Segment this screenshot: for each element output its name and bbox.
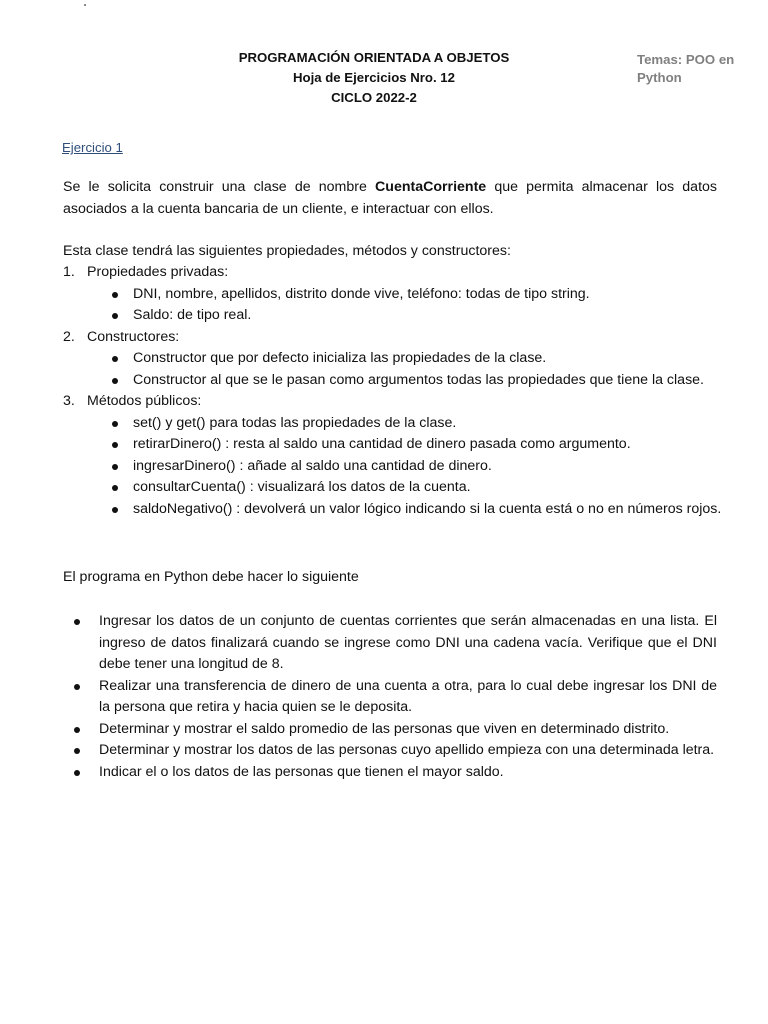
list-item: DNI, nombre, apellidos, distrito donde vive, teléfono: todas de tipo string. <box>109 284 723 306</box>
list-item: Constructor al que se le pasan como argumentos todas las propiedades que tiene la clase. <box>109 370 723 392</box>
program-intro: El programa en Python debe hacer lo siguiente <box>63 569 359 585</box>
section-properties <box>63 262 723 327</box>
class-name: CuentaCorriente <box>375 179 487 195</box>
section-constructors <box>63 327 723 392</box>
list-item: saldoNegativo() : devolverá un valor lógico indicando si la cuenta está o no en números rojos. <box>109 499 723 521</box>
document-header <box>196 48 552 108</box>
section-items <box>87 284 723 327</box>
course-title: PROGRAMACIÓN ORIENTADA A OBJETOS <box>238 50 510 65</box>
requirement-item: Determinar y mostrar los datos de las personas cuyo apellido empieza con una determinada letra. <box>74 740 717 762</box>
section-methods <box>63 391 723 520</box>
intro-paragraph <box>63 177 717 220</box>
section-number: 2. <box>63 328 75 345</box>
stray-dot <box>84 4 86 6</box>
intro-before: Se le solicita construir una clase de nombre <box>63 179 376 195</box>
list-item: set() y get() para todas las propiedades de la clase. <box>109 413 723 435</box>
section-title: Propiedades privadas: <box>87 264 229 280</box>
requirement-item: Ingresar los datos de un conjunto de cuentas corrientes que serán almacenadas en una lista. El ingreso de datos finalizará cuando se ingrese como DNI una cadena vacía. Verifique que el DNI debe tener una longitud de 8. <box>74 611 717 676</box>
section-items <box>87 348 723 391</box>
section-number: 1. <box>63 264 75 280</box>
intro-after: que permita almacenar los datos asociados a la cuenta bancaria de un cliente, e interactuar con ellos. <box>63 179 717 217</box>
list-item: ingresarDinero() : añade al saldo una cantidad de dinero. <box>109 456 723 478</box>
list-item: Constructor que por defecto inicializa las propiedades de la clase. <box>109 348 723 370</box>
requirement-item: Indicar el o los datos de las personas que tienen el mayor saldo. <box>74 762 717 784</box>
list-item: retirarDinero() : resta al saldo una cantidad de dinero pasada como argumento. <box>109 434 723 456</box>
requirement-item: Determinar y mostrar el saldo promedio de las personas que viven en determinado distrito. <box>74 719 717 741</box>
worksheet-title: Hoja de Ejercicios Nro. 12 <box>293 70 455 85</box>
class-spec-list <box>63 262 723 520</box>
section-title: Métodos públicos: <box>87 393 202 409</box>
list-item: consultarCuenta() : visualizará los datos de la cuenta. <box>109 477 723 499</box>
cycle-label: CICLO 2022-2 <box>331 90 417 105</box>
section-items <box>87 413 723 521</box>
exercise-title: Ejercicio 1 <box>62 140 123 155</box>
properties-intro: Esta clase tendrá las siguientes propiedades, métodos y constructores: <box>63 243 511 259</box>
section-number: 3. <box>63 393 75 409</box>
section-title: Constructores: <box>87 328 180 345</box>
topic-label: Temas: POO en Python <box>637 52 735 85</box>
requirements-list <box>74 611 717 783</box>
requirement-item: Realizar una transferencia de dinero de una cuenta a otra, para lo cual debe ingresar los DNI de la persona que retira y hacia quien se le deposita. <box>74 676 717 719</box>
list-item: Saldo: de tipo real. <box>109 305 723 327</box>
